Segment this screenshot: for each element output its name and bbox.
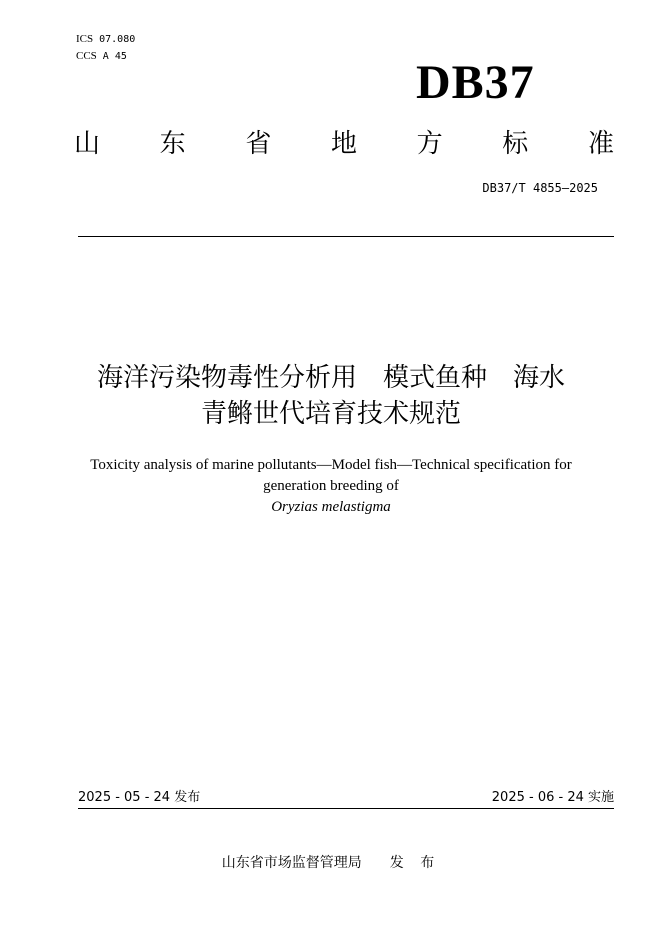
province-title-char: 标 <box>502 129 529 159</box>
ccs-label: CCS <box>76 50 97 62</box>
ics-code: 07.080 <box>99 34 136 45</box>
province-title-char: 东 <box>159 129 186 159</box>
province-title-char: 省 <box>245 129 272 159</box>
issue-date: 2025 - 05 - 24 发布 <box>78 790 201 805</box>
province-title-char: 山 <box>74 129 101 159</box>
ics-label: ICS <box>76 33 94 45</box>
ccs-line <box>76 49 127 64</box>
chinese-title-line-2: 青鳉世代培育技术规范 <box>200 399 461 429</box>
province-title-char: 准 <box>587 129 614 159</box>
english-title <box>60 455 602 518</box>
ccs-code: A 45 <box>102 51 127 62</box>
implementation-date: 2025 - 06 - 24 实施 <box>491 790 614 805</box>
chinese-title <box>40 360 622 432</box>
province-title-char: 方 <box>416 129 443 159</box>
publisher-line <box>0 853 662 873</box>
species-name: Oryzias melastigma <box>271 499 391 515</box>
english-title-line-2 <box>60 476 602 518</box>
publisher-name: 山东省市场监督管理局 <box>221 855 362 871</box>
db37-logo: DB37 <box>416 56 535 109</box>
province-standard-title <box>74 126 614 162</box>
publish-action: 发 布 <box>389 855 441 871</box>
standard-number: DB37/T 4855—2025 <box>482 181 598 195</box>
province-title-char: 地 <box>330 129 357 159</box>
header-divider <box>78 236 614 237</box>
chinese-title-line-1: 海洋污染物毒性分析用 模式鱼种 海水 <box>96 363 565 393</box>
english-title-line-1: Toxicity analysis of marine pollutants—Model fish—Technical specification for <box>90 457 572 473</box>
footer-divider <box>78 808 614 809</box>
english-title-prefix: generation breeding of <box>263 478 399 494</box>
ics-line <box>76 32 135 47</box>
